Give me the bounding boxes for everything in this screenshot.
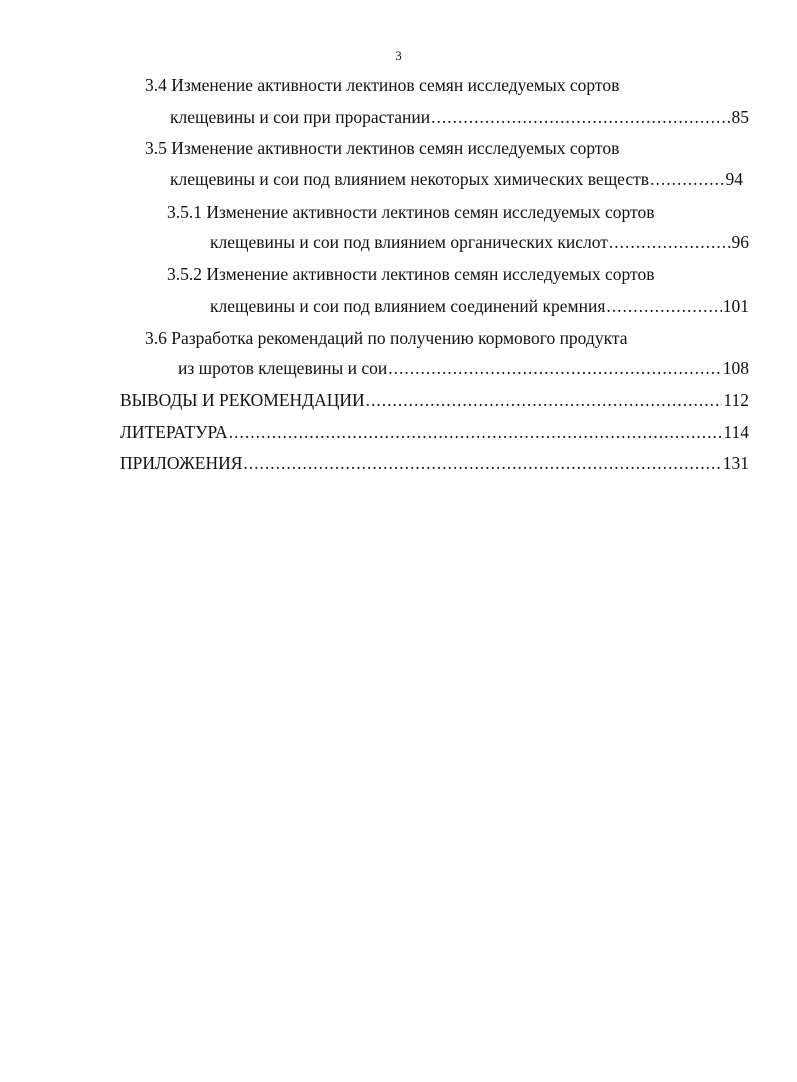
toc-entry-literature xyxy=(120,421,749,443)
toc-entry-3-5-page: 94 xyxy=(725,169,743,189)
toc-entry-literature-text: ЛИТЕРАТУРА xyxy=(120,422,228,442)
toc-entry-3-5-2-continuation xyxy=(210,295,749,317)
dot-leader xyxy=(431,106,730,128)
toc-entry-3-6-title: 3.6 Разработка рекомендаций по получению кормового продукта xyxy=(145,328,628,348)
toc-entry-conclusions-page: 112 xyxy=(723,390,749,410)
toc-entry-3-6-continuation xyxy=(178,357,749,379)
toc-entry-conclusions-text: ВЫВОДЫ И РЕКОМЕНДАЦИИ xyxy=(120,390,365,410)
dot-leader xyxy=(366,389,723,411)
dot-leader xyxy=(243,452,721,474)
toc-entry-3-5-1-page: 96 xyxy=(731,232,749,252)
toc-entry-appendices xyxy=(120,452,749,474)
dot-leader xyxy=(609,231,731,253)
toc-entry-literature-page: 114 xyxy=(723,422,749,442)
dot-leader xyxy=(650,168,724,190)
toc-entry-3-4-text: клещевины и сои при прорастании xyxy=(170,107,431,127)
dot-leader xyxy=(229,421,723,443)
toc-entry-3-5-2-title: 3.5.2 Изменение активности лектинов семян исследуемых сортов xyxy=(167,264,655,284)
toc-entry-3-5-2-text: клещевины и сои под влиянием соединений кремния xyxy=(210,296,606,316)
page-number: 3 xyxy=(395,48,402,63)
dot-leader xyxy=(388,357,722,379)
toc-entry-3-5-continuation xyxy=(170,168,743,190)
toc-entry-conclusions xyxy=(120,389,749,411)
toc-entry-appendices-page: 131 xyxy=(722,453,749,473)
toc-entry-3-4-page: 85 xyxy=(731,107,749,127)
toc-entry-3-5-1-continuation xyxy=(210,231,749,253)
toc-entry-3-5-text: клещевины и сои под влиянием некоторых химических веществ xyxy=(170,169,650,189)
toc-entry-3-5-2-page: 101 xyxy=(722,296,749,316)
toc-entry-3-5-title: 3.5 Изменение активности лектинов семян исследуемых сортов xyxy=(145,138,620,158)
toc-entry-3-5-1-text: клещевины и сои под влиянием органических кислот xyxy=(210,232,608,252)
toc-entry-3-4-continuation xyxy=(170,106,749,128)
toc-entry-3-6-page: 108 xyxy=(722,358,749,378)
toc-entry-3-6-text: из шротов клещевины и сои xyxy=(178,358,388,378)
toc-entry-appendices-text: ПРИЛОЖЕНИЯ xyxy=(120,453,243,473)
dot-leader xyxy=(606,295,721,317)
toc-entry-3-4-title: 3.4 Изменение активности лектинов семян исследуемых сортов xyxy=(145,75,620,95)
toc-entry-3-5-1-title: 3.5.1 Изменение активности лектинов семян исследуемых сортов xyxy=(167,202,655,222)
